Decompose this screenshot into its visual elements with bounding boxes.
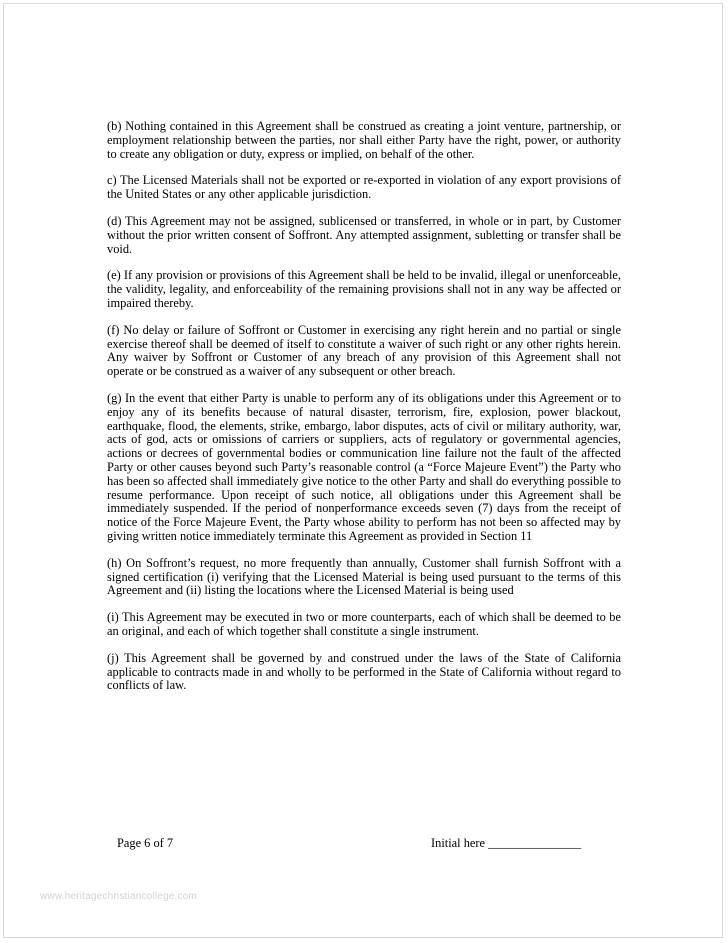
watermark: www.heritagechristiancollege.com — [40, 891, 198, 902]
clause-e: (e) If any provision or provisions of this Agreement shall be held to be invalid, illegal or unenforceable, the validity, legality, and enforceability of the remaining provisions shall not in any way be affected or impaired thereby. — [107, 268, 621, 310]
clause-j: (j) This Agreement shall be governed by and construed under the laws of the State of California applicable to contracts made in and wholly to be performed in the State of California without regard to conflicts of law. — [107, 650, 621, 693]
page-number: Page 6 of 7 — [117, 836, 174, 850]
clause-b: (b) Nothing contained in this Agreement shall be construed as creating a joint venture, partnership, or employment relationship between the parties, nor shall either Party have the right, power, or authority to create any obligation or duty, express or implied, on behalf of the other. — [107, 119, 621, 161]
initial-line: Initial here _______________ — [431, 836, 582, 850]
clause-i: (i) This Agreement may be executed in two or more counterparts, each of which shall be deemed to be an original, and each of which together shall constitute a single instrument. — [107, 610, 621, 638]
clause-h: (h) On Soffront’s request, no more frequently than annually, Customer shall furnish Soffront with a signed certification (i) verifying that the Licensed Material is being used pursuant to the terms of this Agreement and (ii) listing the locations where the Licensed Material is being used — [107, 555, 621, 598]
clause-g: (g) In the event that either Party is unable to perform any of its obligations under this Agreement or to enjoy any of its benefits because of natural disaster, terrorism, fire, explosion, power blackout, earthquake, flood, the elements, strike, embargo, labor disputes, acts of civil or military authority, war, acts of god, acts or omissions of carriers or suppliers, acts of regulatory or governmental agencies, actions or decrees of governmental bodies or communication line failure not the fault of the affected Party or other causes beyond such Party’s reasonable control (a “Force Majeure Event”) the Party who has been so affected shall immediately give notice to the other Party and shall do everything possible to resume performance. Upon receipt of such notice, all obligations under this Agreement shall be immediately suspended. If the period of nonperformance exceeds seven (7) days from the receipt of notice of the Force Majeure Event, the Party whose ability to perform has not been so affected may by giving written notice immediately terminate this Agreement as provided in Section 11 — [107, 390, 621, 543]
clause-c: c) The Licensed Materials shall not be exported or re-exported in violation of any export provisions of the United States or any other applicable jurisdiction. — [107, 173, 621, 202]
clause-f: (f) No delay or failure of Soffront or Customer in exercising any right herein and no partial or single exercise thereof shall be deemed of itself to constitute a waiver of such right or any other rights herein. Any waiver by Soffront or Customer of any breach of any provision of this Agreement shall not operate or be construed as a waiver of any subsequent or other breach. — [107, 322, 621, 379]
document-body — [107, 120, 621, 706]
clause-d: (d) This Agreement may not be assigned, sublicensed or transferred, in whole or in part, by Customer without the prior written consent of Soffront. Any attempted assignment, subletting or transfer shall be void. — [107, 213, 621, 256]
